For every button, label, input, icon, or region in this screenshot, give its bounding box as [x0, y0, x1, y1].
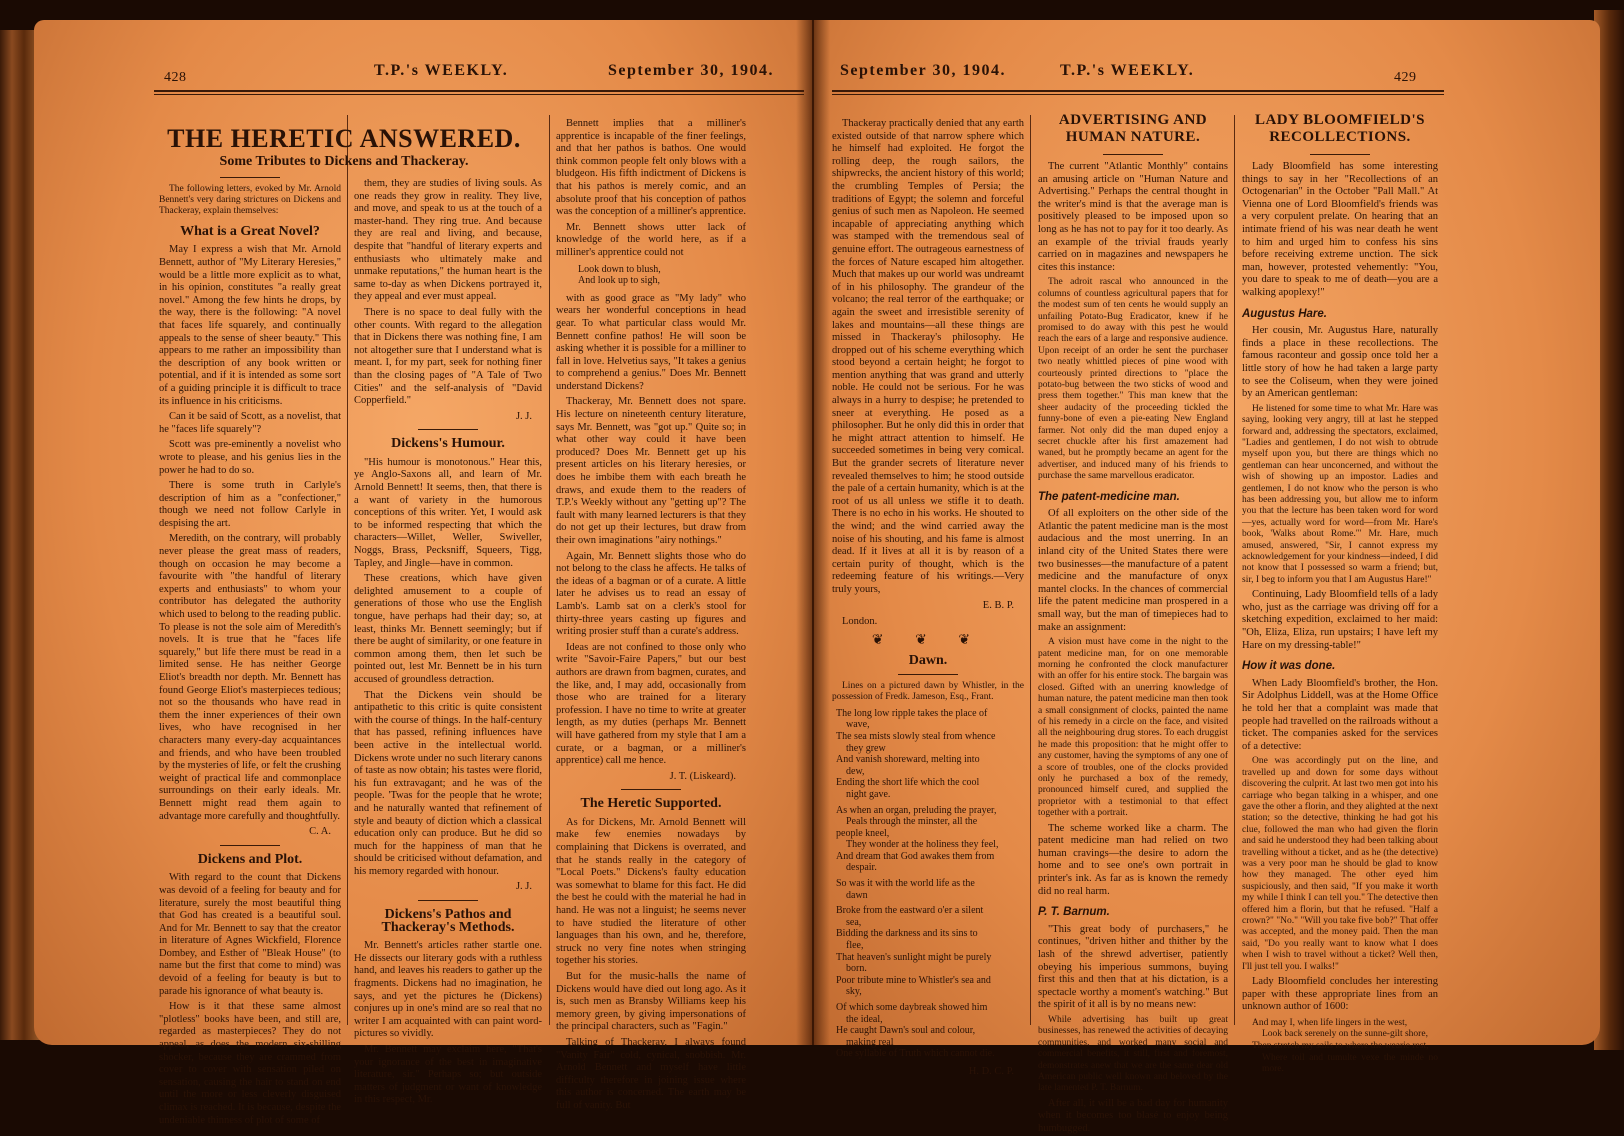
poem-line: despair. [846, 862, 877, 874]
left-col-2 [354, 178, 542, 1106]
poem-line: The sea mists slowly steal from whence [836, 730, 996, 742]
left-head-rule [154, 90, 804, 92]
quoted-text: The adroit rascal who announced in the columns of countless agricultural papers that for the modest sum of ten cents he would supply an unfailing Potato-Bug Eradicator, knew if he promised to do away with this pest he would reach the ears of a large and responsive audience. Upon receipt of an order he sent the purchaser two neatly whittled pieces of pine wood with courteously printed directions to "place the potato-bug between the two sticks of wood and press them together." This man knew that the sheer audacity of the proceeding tickled the funny-bone of even a pie-eating New England farmer. Not only did the man duped enjoy a secret chuckle after his first amazement had waned, but he promptly became an agent for the advertiser, and induced many of his friends to purchase the same marvellous eradicator. [1038, 277, 1228, 482]
left-head-rule-thin [154, 94, 804, 95]
paragraph: Talking of Thackeray, I always found "Vanity Fair" cold, cynical, snobbish. Mr. Arnold Bennett and myself have little difficulty therefore in joining issue where this author is concerned. The earth may be full of vanity. But [556, 1036, 746, 1111]
paragraph: Again, Mr. Bennett slights those who do not belong to the class he affects. He talks of the ideas of a bagman or of a curate. A little later he advises us to read an essay of Lamb's. Lamb sat on a clerk's stool for thirty-three years casting up figures and writing prosier stuff than a curate's address. [556, 550, 746, 638]
paragraph: Lady Bloomfield concludes her interesting paper with these appropriate lines from an unknown author of 1600: [1242, 976, 1438, 1013]
article-title: THE HERETIC ANSWERED. [167, 124, 521, 153]
paragraph: Of all exploiters on the other side of the Atlantic the patent medicine man is the most audacious and the most unerring. In an inland city of the United States there were two businesses—the manufacture of a patent medicine and the manufacture of onyx mantel clocks. In the chances of commercial life the patent medicine man prospered in a small way, but the man of timepieces had to make an assignment: [1038, 508, 1228, 633]
right-col-separator-2 [1234, 115, 1235, 1025]
place: London. [842, 616, 878, 628]
paragraph: There is no space to deal fully with the other counts. With regard to the allegation that in Dickens there was nothing fine, I am not altogether sure that I understand what is meant. I, for my part, seek for nothing finer than the closing pages of "A Tale of Two Cities" and the self-analysis of "David Copperfield." [354, 306, 542, 407]
quoted-text: He listened for some time to what Mr. Hare was saying, looking very angry, till at last he stepped forward and, addressing the spectators, exclaimed, "Ladies and gentlemen, I do not wish to obtrude myself upon you, but there are things which no gentleman can hear unconcerned, and without the wish of showing up an impostor. Ladies and gentlemen, I do not know who the person is who has been addressing you, but allow me to inform you that the lecture has been taken word for word—yes, actually word for word—from Mr. Hare's book, 'Walks about Rome.'" Mr. Hare, much amused, answered, "Sir, I cannot express my acknowledgement for your kindness—indeed, I did not know that I possessed so warm a friend; but, sir, I beg to inform you that I am Augustus Hare!" [1242, 403, 1438, 585]
verse-line: Then stretch my sails to where the wearie rest, [1252, 1041, 1429, 1051]
poem-line: Bidding the darkness and its sins to [836, 928, 978, 940]
poem-line: Of which some daybreak showed him [836, 1002, 988, 1013]
heading-dawn: Dawn. [908, 653, 948, 669]
right-col-separator-1 [1030, 115, 1031, 1025]
paragraph: them, they are studies of living souls. As one reads they grow in reality. They live, and move, and speak to us at the touch of a master-hand. They ring true. And because they are real and living, and because, despite that "handful of literary experts and enthusiasts who ultimately make and unmake reputations," the human heart is the same to-day as when Dickens portrayed it, they appeal and ever must appeal. [354, 178, 542, 303]
poem-line: dawn [846, 889, 868, 901]
right-col-3 [1242, 112, 1438, 1075]
signature: J. T. (Liskeard). [669, 770, 736, 782]
closing-verse [1252, 1018, 1438, 1076]
left-folio: 428 [164, 70, 187, 85]
paragraph: Continuing, Lady Bloomfield tells of a lady who, just as the carriage was driving off for a sketching expedition, exclaimed to her maid: "Oh, Eliza, Eliza, run upstairs; I have left my Hare on my dressing-table!" [1242, 589, 1438, 651]
paragraph: When Lady Bloomfield's brother, the Hon. Sir Adolphus Liddell, was at the Home Office he told her that a complaint was made that people had travelled on the railroads without a ticket. The companies asked for the services of a detective: [1242, 677, 1438, 752]
paragraph: There is some truth in Carlyle's description of him as a "confectioner," though we need not follow Carlyle in despising the art. [159, 480, 341, 529]
heading-how-it-was-done: How it was done. [1242, 660, 1336, 673]
paragraph: "His humour is monotonous." Hear this, ye Anglo-Saxons all, and learn of Mr. Arnold Bennett! It seems, then, that there is a want of variety in the humorous conceptions of this writer. Yet, I would ask to be informed respecting that which the characters—Willet, Weller, Swiveller, Noggs, Brass, Pecksniff, Squeers, Tigg, Tapley, and Jingle—have in common. [354, 456, 542, 569]
right-running-title: T.P.'s WEEKLY. [1060, 62, 1195, 79]
left-col-separator-2 [549, 115, 550, 1025]
section-rule [418, 429, 478, 430]
poem-line: born. [846, 963, 867, 975]
article-subtitle: Some Tributes to Dickens and Thackeray. [219, 154, 469, 169]
poem-line: And vanish shoreward, melting into [836, 754, 980, 766]
quoted-text: A vision must have come in the night to the patent medicine man, for on one memorable morning he confronted the clock manufacturer with an offer for his entire stock. The bargain was closed. Gifted with an unerring knowledge of human nature, the patent medicine man then took a small consignment of clocks, painted the name of his remedy in a circle on the face, and visited all the neighbouring drug stores. To each druggist he made this proposition: that he might offer to any customer, having the symptoms of any one of a score of troubles, one of the clocks provided only he purchased a box of the remedy, pronounced himself cured, and supplied the proprietor with a testimonial to that effect together with a portrait. [1038, 637, 1228, 819]
dawn-poem [836, 708, 1024, 1060]
paragraph: with as good grace as "My lady" who wears her wonderful conceptions in head gear. To what particular class would Mr. Bennett confine pathos! He will soon be asking whether it is possible for a milliner to fall in love. Helvetius says, "It takes a genius to comprehend a genius." Does Mr. Bennett understand Dickens? [556, 292, 746, 392]
paragraph: Ideas are not confined to those only who write "Savoir-Faire Papers," but our best authors are drawn from bagmen, curates, and the like, and, I may add, occasionally from those who are trained for a literary profession. I have no time to write at greater length, as my duties (perhaps Mr. Bennett will have gathered from my style that I am a curate, or a bagman, or a milliner's apprentice) call me hence. [556, 641, 746, 767]
paragraph: Mr. Bennett may exclaim here, "That's your ignorance of the best in imaginative literature, sir." Perhaps so; but outside matters of judgment or want of knowledge in this respect, Mr. [354, 1044, 542, 1106]
paragraph: How is it that these same almost "plotless" books have been, and still are, regarded as masterpieces? They do not appeal, as does the modern six-shilling shocker, because they are crammed from cover to cover with sensation piled on sensation, causing the hair to stand on end until the more or less cleverly disguised climax is reached. It is because, despite the undeniable thinness of plot of some of [159, 1001, 341, 1126]
poem-line: flee, [846, 940, 864, 952]
poem-line: He caught Dawn's soul and colour, [836, 1025, 976, 1037]
paragraph: Her cousin, Mr. Augustus Hare, naturally finds a place in these recollections. The famous raconteur and gossip once told her a little story of how he had taken a large party to see the Coliseum, when they were joined by an American gentleman: [1242, 325, 1438, 400]
poem-line: wave, [846, 719, 870, 731]
paragraph: As for Dickens, Mr. Arnold Bennett will make few enemies nowadays by complaining that Dickens is overrated, and that he stands really in the category of "Local Poets." Dickens's faulty education was somewhat to blame for this fact. He did the best he could with the material he had in hand. He was not a linguist; he seems never to have studied the literature of other languages than his own, and he, therefore, struck no very fine notes when stringing together his stories. [556, 816, 746, 967]
poem-line: they grew [846, 742, 886, 754]
paragraph: Thackeray, Mr. Bennett does not spare. His lecture on nineteenth century literature, says Mr. Bennett, was "got up." Quite so; in what other way could it have been produced? Does Mr. Bennett get up his present articles on his literary heresies, or does he imbibe them with each breath he draws, and exude them to the readers of T.P.'s Weekly without any "getting up"? The fault with many learned lecturers is that they do not get up their lectures, but draw from their own imaginations "airy nothings." [556, 396, 746, 546]
poem-line: sea, [846, 916, 862, 928]
paragraph: With regard to the count that Dickens was devoid of a feeling for beauty and for literature, surely the most beautiful thing that God has created is a beautiful soul. And for Mr. Bennett to say that the creator in literature of Agnes Wickfield, Florence Dombey, and Esther of "Bleak House" (to name but the first that come to mind) was devoid of a feeling for beauty is but to parade his ignorance of what beauty is. [159, 872, 341, 997]
advertising-title: ADVERTISING AND HUMAN NATURE. [1058, 112, 1208, 145]
left-date: September 30, 1904. [608, 62, 774, 79]
section-rule [418, 900, 478, 901]
poem-line: people kneel, [836, 827, 890, 839]
poem-line: making real [846, 1036, 894, 1048]
paragraph: "This great body of purchasers," he continues, "driven hither and thither by the lash of the shrewd advertiser, patiently obeying his imperious summons, buying first this and then that at his dictation, is a spectacle worthy a moment's watching." But the spirit of it all is by no means new: [1038, 923, 1228, 1011]
poem-line: Broke from the eastward o'er a silent [836, 905, 984, 917]
heading-patent-medicine: The patent-medicine man. [1038, 490, 1180, 503]
poem-line: So was it with the world life as the [836, 878, 975, 890]
section-rule [220, 845, 280, 846]
poem-line: As when an organ, preluding the prayer, [836, 804, 997, 816]
heading-heretic-supported: The Heretic Supported. [580, 796, 722, 812]
section-rule [621, 789, 681, 790]
signature: J. J. [515, 881, 532, 893]
heading-dickens-plot: Dickens and Plot. [197, 851, 303, 867]
right-head-rule-thin [832, 94, 1444, 95]
section-rule [898, 674, 958, 675]
signature: E. B. P. [982, 599, 1014, 611]
paragraph: Scott was pre-eminently a novelist who wrote to please, and his genius lies in the power he had to do so. [159, 439, 341, 476]
title-rule [220, 177, 280, 178]
signature: C. A. [309, 826, 331, 838]
dawn-note: Lines on a pictured dawn by Whistler, in the possession of Fredk. Jameson, Esq., Frant. [832, 680, 1024, 703]
paragraph: Bennett implies that a milliner's apprentice is incapable of the finer feelings, and that her pathos is bathos. One would think common people felt only blows with a bludgeon. His fifth indictment of Dickens is that his pathos is merely comic, and an absolute proof that his conception of pathos was the conception of a milliner's apprentice. [556, 118, 746, 218]
paragraph: The current "Atlantic Monthly" contains an amusing article on "Human Nature and Advertising." Perhaps the central thought in the writer's mind is that the average man is positively pleased to be imposed upon so long as he has not to pay for it too dearly. As an example of the trivial frauds yearly carried on in magazines and newspapers he cites this instance: [1038, 161, 1228, 273]
intro-text: The following letters, evoked by Mr. Arnold Bennett's very daring strictures on Dickens and Thackeray, explain themselves: [159, 183, 341, 217]
right-col-1 [832, 118, 1024, 1077]
right-date: September 30, 1904. [840, 62, 1006, 79]
poem-line: One syllable of Truth which cannot die. [836, 1048, 995, 1060]
bloomfield-title: LADY BLOOMFIELD'S RECOLLECTIONS. [1254, 112, 1426, 145]
verse-line: Look back serenely on the sunne-gilt shore, [1262, 1029, 1428, 1040]
poem-line: The long low ripple takes the place of [836, 707, 988, 719]
title-rule [1310, 154, 1370, 155]
paragraph: Can it be said of Scott, as a novelist, that he "faces life squarely"? [159, 411, 341, 435]
verse-line: Where toil and tumulte vexe the minde no more. [1262, 1052, 1438, 1075]
poem-line: They wonder at the holiness they feel, [846, 839, 999, 851]
heading-barnum: P. T. Barnum. [1038, 906, 1110, 919]
poem-line: sky, [846, 986, 862, 998]
verse-line: And may I, when life lingers in the west, [1252, 1017, 1408, 1028]
paragraph: These creations, which have given delighted amusement to a couple of generations of those who use the English tongue, have perhaps had their day; so, at least, thinks Mr. Bennett seemingly; but if there be aught of similarity, or one feature in common among them, then let such be pointed out, lest Mr. Bennett be in his turn accused of groundless detraction. [354, 573, 542, 685]
signature: H. D. C. P. [968, 1065, 1014, 1077]
paragraph: Mr. Bennett shows utter lack of knowledge of the world here, as if a milliner's apprentice could not [556, 221, 746, 258]
verse-line: Look down to blush, [578, 263, 661, 275]
right-col-2 [1038, 112, 1228, 1135]
signature: J. J. [515, 410, 532, 422]
title-rule [1103, 154, 1163, 155]
paragraph: Mr. Bennett's articles rather startle one. He dissects our literary gods with a ruthless hand, and leaves his readers to gather up the fragments. Dickens had no imagination, he says, and yet the pictures he (Dickens) conjures up in one's mind are so real that no writer I am acquainted with can paint word-pictures so vividly. [354, 940, 542, 1040]
right-head-rule [832, 90, 1444, 92]
poem-line: And dream that God awakes them from [836, 850, 995, 862]
left-running-title: T.P.'s WEEKLY. [374, 62, 509, 79]
heading-pathos-methods: Dickens's Pathos and Thackeray's Methods. [381, 907, 515, 935]
poem-line: the ideal, [846, 1013, 883, 1025]
left-page [34, 20, 812, 1126]
left-col-separator-1 [347, 115, 348, 1025]
ornament: ❦ ❦ ❦ [871, 632, 985, 648]
heading-augustus-hare: Augustus Hare. [1242, 307, 1327, 320]
paragraph: Thackeray practically denied that any earth existed outside of that narrow sphere which he himself had exploited. He forgot the rolling deep, the rough sailors, the shipwrecks, the ancient history of this world; the crumbling Temples of Persia; the traditions of Egypt; the solemn and forceful genius of such men as Napoleon. He seemed incapable of appreciating anything which was stamped with the tremendous seal of genuine effort. The outrageous earnestness of the forces of Nature escaped him altogether. Much that makes up our world was undreamt of in his philosophy. The grandeur of the volcano; the real terror of the earthquake; or again the sweet and irresistible serenity of lakes and mountains—all these things are missed in Thackeray's philosophy. He dropped out of his scheme everything which stood beyond a certain height; he forgot to mention anything that was grand and utterly noble. He could not be serious. For he was always in a hurry to despise; he pretended to sneer at everything. He posed as a philosopher. But he only did this in order that he might attract attention to himself. He succeeded sometimes in being very comical. But the grander secrets of literature never revealed themselves to him; he stood outside the pale of a certain humanity, which is at the root of us all unless we stifle it to death. There is no echo in his works. He shouted to the wind; and the wind carried away the noise of his shouting, and his fame is almost dead. If it lives at all it is by reason of a certain purity of thought, which is the redeeming feature of his writings.—Very truly yours, [832, 118, 1024, 595]
left-col-3 [556, 118, 746, 1111]
poem-line: dew, [846, 765, 865, 777]
paragraph: May I express a wish that Mr. Arnold Bennett, author of "My Literary Heresies," would be a little more explicit as to what, in his opinion, constitutes "a really great novel." Among the few hints he drops, by the way, there is the following: "A novel that faces life squarely, and continually appeals to the sense of sheer beauty." This appears to me rather an impossibility than the description of any book written or potential, and if it is intended as some sort of a guiding principle it is difficult to trace its influence in his criticisms. [159, 244, 341, 407]
paragraph: That the Dickens vein should be antipathetic to this critic is quite consistent with the course of things. In the half-century that has passed, refining influences have been active in the intellectual world. Dickens wrote under no such literary canons of taste as now obtain; his tastes were florid, his fun extravagant; and he was of the people. 'Twas for the people that he wrote; and he naturally wanted that refinement of style and beauty of diction which a classical education only can produce. But he did so much for the happiness of man that he should be criticised without defamation, and his memory regarded with honour. [354, 689, 542, 877]
quoted-verse [578, 264, 746, 287]
poem-line: Peals through the minster, all the [846, 816, 978, 828]
poem-line: Poor tribute mine to Whistler's sea and [836, 974, 991, 986]
heading-dickens-humour: Dickens's Humour. [391, 436, 505, 452]
poem-line: night gave. [846, 788, 891, 800]
paragraph: Meredith, on the contrary, will probably never please the great mass of readers, though on occasion he may become a favourite with "the handful of literary experts and enthusiasts" to whom your contributor has delegated the authority which used to belong to the reading public. To please is not the sole aim of Meredith's novels. It is true that he "faces life squarely," but life there must be read in a limited sense. He has neither George Eliot's breadth nor depth. Mr. Bennett has found George Eliot's masterpieces tedious; not so the thousands who have read in them the inner experiences of their own lives, who have recognised in her characters many every-day acquaintances and friends, and who have been troubled by the mysteries of life, or felt the crushing weight of practical life and commonplace surroundings on their early ideals. Mr. Bennett might read them again to advantage more carefully and thoughtfully. [159, 533, 341, 822]
book-gutter [796, 20, 830, 1045]
quoted-text: While advertising has built up great businesses, has renewed the activities of decaying communities, and worked many social and commercial benefits, it still, first and foremost, demonstrates anew that we are the same dear old American public well known and beloved by the late lamented P. T. Barnum. [1038, 1015, 1228, 1094]
paragraph: The scheme worked like a charm. The patent medicine man had relied on two human cravings—the desire to adorn the home and to see one's own portrait in printer's ink. As far as is known the remedy did no real harm. [1038, 822, 1228, 897]
heading-great-novel: What is a Great Novel? [180, 223, 320, 239]
right-folio: 429 [1394, 70, 1417, 85]
paragraph: But for the music-halls the name of Dickens would have died out long ago. As it is, such men as Bransby Williams keep his memory green, by giving impersonations of the principal characters, such as "Fagin." [556, 971, 746, 1033]
right-page [814, 20, 1600, 1135]
paragraph: Lady Bloomfield has some interesting things to say in her "Recollections of an Octogenarian" in the October "Pall Mall." At Vienna one of Lord Bloomfield's friends was a very corpulent prelate. On hearing that an intimate friend of his was near death he went to him and urged him to confess his sins before receiving extreme unction. The sick man, however, protested vehemently: "You, you dare to speak to me of death—you are a walking apoplexy!" [1242, 161, 1438, 298]
verse-line: And look up to sigh, [578, 275, 660, 287]
paragraph: After all, it will be a bad day for humanity when it becomes too blasé to enjoy being humbugged. [1038, 1097, 1228, 1135]
quoted-text: One was accordingly put on the line, and travelled up and down for some days without discovering the culprit. At last two men got into his carriage who began talking in a whisper, and one gave the other a florin, and they alighted at the next station; so the detective, thinking he had got his clue, followed the man who had given the florin and said he understood they had been talking about travelling without a ticket, and as he (the detective) was a very poor man he should be glad to know how they managed. The other eyed him suspiciously, and then said, "If you make it worth my while I think I can tell you." The detective then offered him a florin, but that he refused. "Half a crown?" "No." "Will you take five bob?" That offer was accepted, and the money paid. Then the man said, "Do you really want to know what I does when I wish to travel without a ticket? Well then, I'll just tell you. I walks!" [1242, 756, 1438, 972]
poem-line: That heaven's sunlight might be purely [836, 951, 992, 963]
poem-line: Ending the short life which the cool [836, 777, 980, 789]
